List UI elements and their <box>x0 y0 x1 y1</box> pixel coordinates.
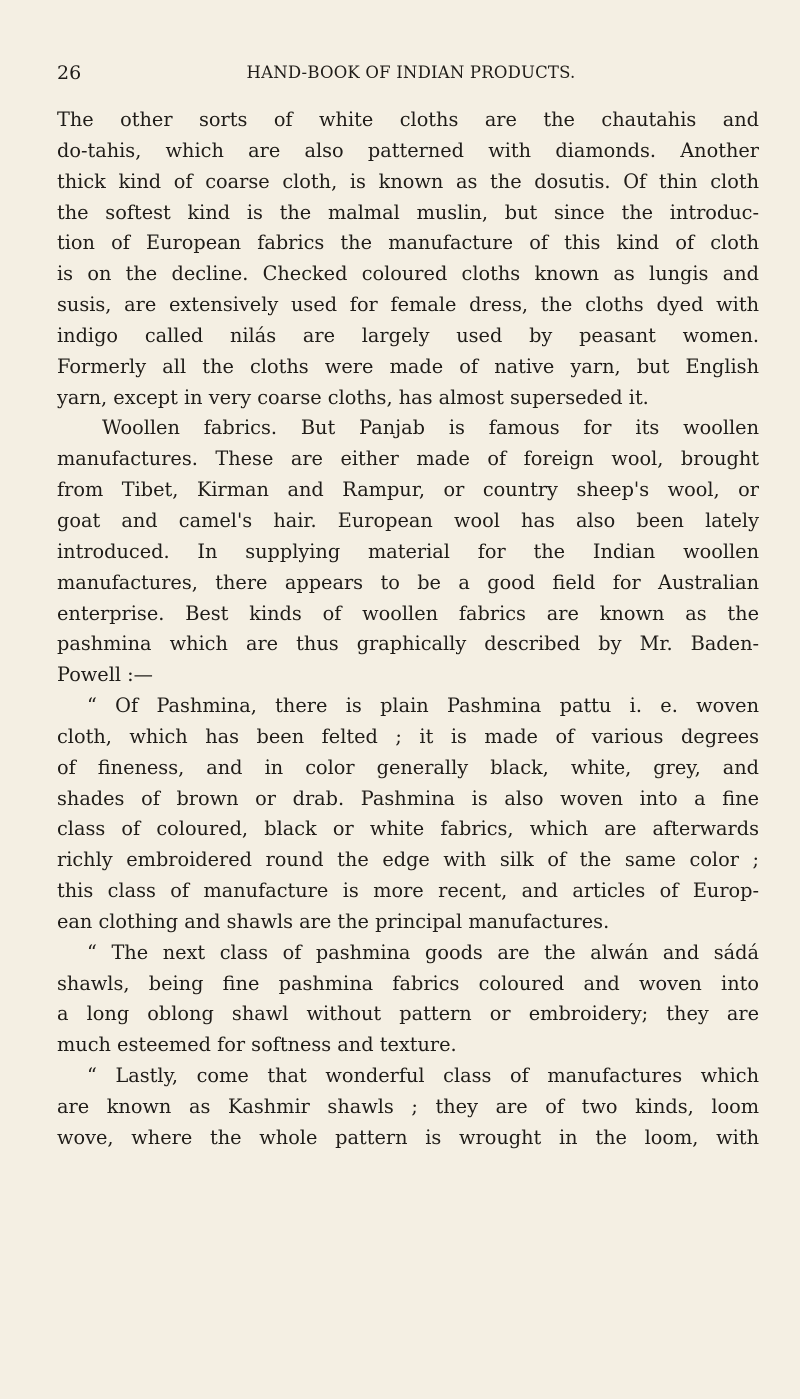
text-line: class of coloured, black or white fabrics, which are afterwards <box>57 817 759 841</box>
text-line: pashmina which are thus graphically described by Mr. Baden- <box>57 632 759 656</box>
text-line: The other sorts of white cloths are the chautahis and <box>57 108 759 131</box>
text-line: ean clothing and shawls are the principal manufactures. <box>57 909 610 933</box>
text-line: from Tibet, Kirman and Rampur, or country sheep's wool, or <box>57 478 759 502</box>
text-line: shades of brown or drab. Pashmina is also woven into a fine <box>57 786 759 810</box>
text-line: Woollen fabrics. But Panjab is famous for its woollen <box>102 416 759 440</box>
text-line: tion of European fabrics the manufacture of this kind of cloth <box>57 231 759 255</box>
text-line: manufactures. These are either made of foreign wool, brought <box>57 447 759 471</box>
text-line: “ Lastly, come that wonderful class of manufactures which <box>87 1064 759 1088</box>
text-line: indigo called nilás are largely used by peasant women. <box>57 323 759 347</box>
page-header <box>57 58 757 88</box>
text-line: is on the decline. Checked coloured cloths known as lungis and <box>57 262 759 286</box>
text-line: goat and camel's hair. European wool has also been lately <box>57 508 759 532</box>
text-line: are known as Kashmir shawls ; they are of two kinds, loom <box>57 1095 759 1118</box>
text-line: yarn, except in very coarse cloths, has almost superseded it. <box>57 385 649 409</box>
text-line: Formerly all the cloths were made of native yarn, but English <box>57 354 759 378</box>
text-line: of fineness, and in color generally black, white, grey, and <box>57 755 759 779</box>
text-line: introduced. In supplying material for the Indian woollen <box>57 539 759 563</box>
text-line: much esteemed for softness and texture. <box>57 1033 457 1057</box>
text-line: cloth, which has been felted ; it is made of various degrees <box>57 724 759 748</box>
text-line: enterprise. Best kinds of woollen fabrics are known as the <box>57 601 759 625</box>
text-line: shawls, being fine pashmina fabrics coloured and woven into <box>57 971 759 995</box>
text-line: wove, where the whole pattern is wrought in the loom, with <box>57 1125 759 1149</box>
running-head: HAND-BOOK OF INDIAN PRODUCTS. <box>246 63 576 82</box>
text-line: “ Of Pashmina, there is plain Pashmina pattu i. e. woven <box>87 694 759 718</box>
page-number: 26 <box>57 62 82 84</box>
text-line: “ The next class of pashmina goods are the alwán and sádá <box>87 940 759 964</box>
text-line: thick kind of coarse cloth, is known as the dosutis. Of thin cloth <box>57 169 759 193</box>
text-line: richly embroidered round the edge with silk of the same color ; <box>57 848 759 872</box>
text-line: susis, are extensively used for female dress, the cloths dyed with <box>57 293 759 317</box>
body-text <box>57 105 759 1154</box>
text-line: the softest kind is the malmal muslin, but since the introduc- <box>57 200 759 224</box>
text-line: this class of manufacture is more recent, and articles of Europ- <box>57 879 759 903</box>
text-line: a long oblong shawl without pattern or embroidery; they are <box>57 1002 759 1026</box>
text-line: do-tahis, which are also patterned with diamonds. Another <box>57 138 759 162</box>
text-line: manufactures, there appears to be a good field for Australian <box>57 570 759 594</box>
text-line: Powell :— <box>57 663 153 687</box>
